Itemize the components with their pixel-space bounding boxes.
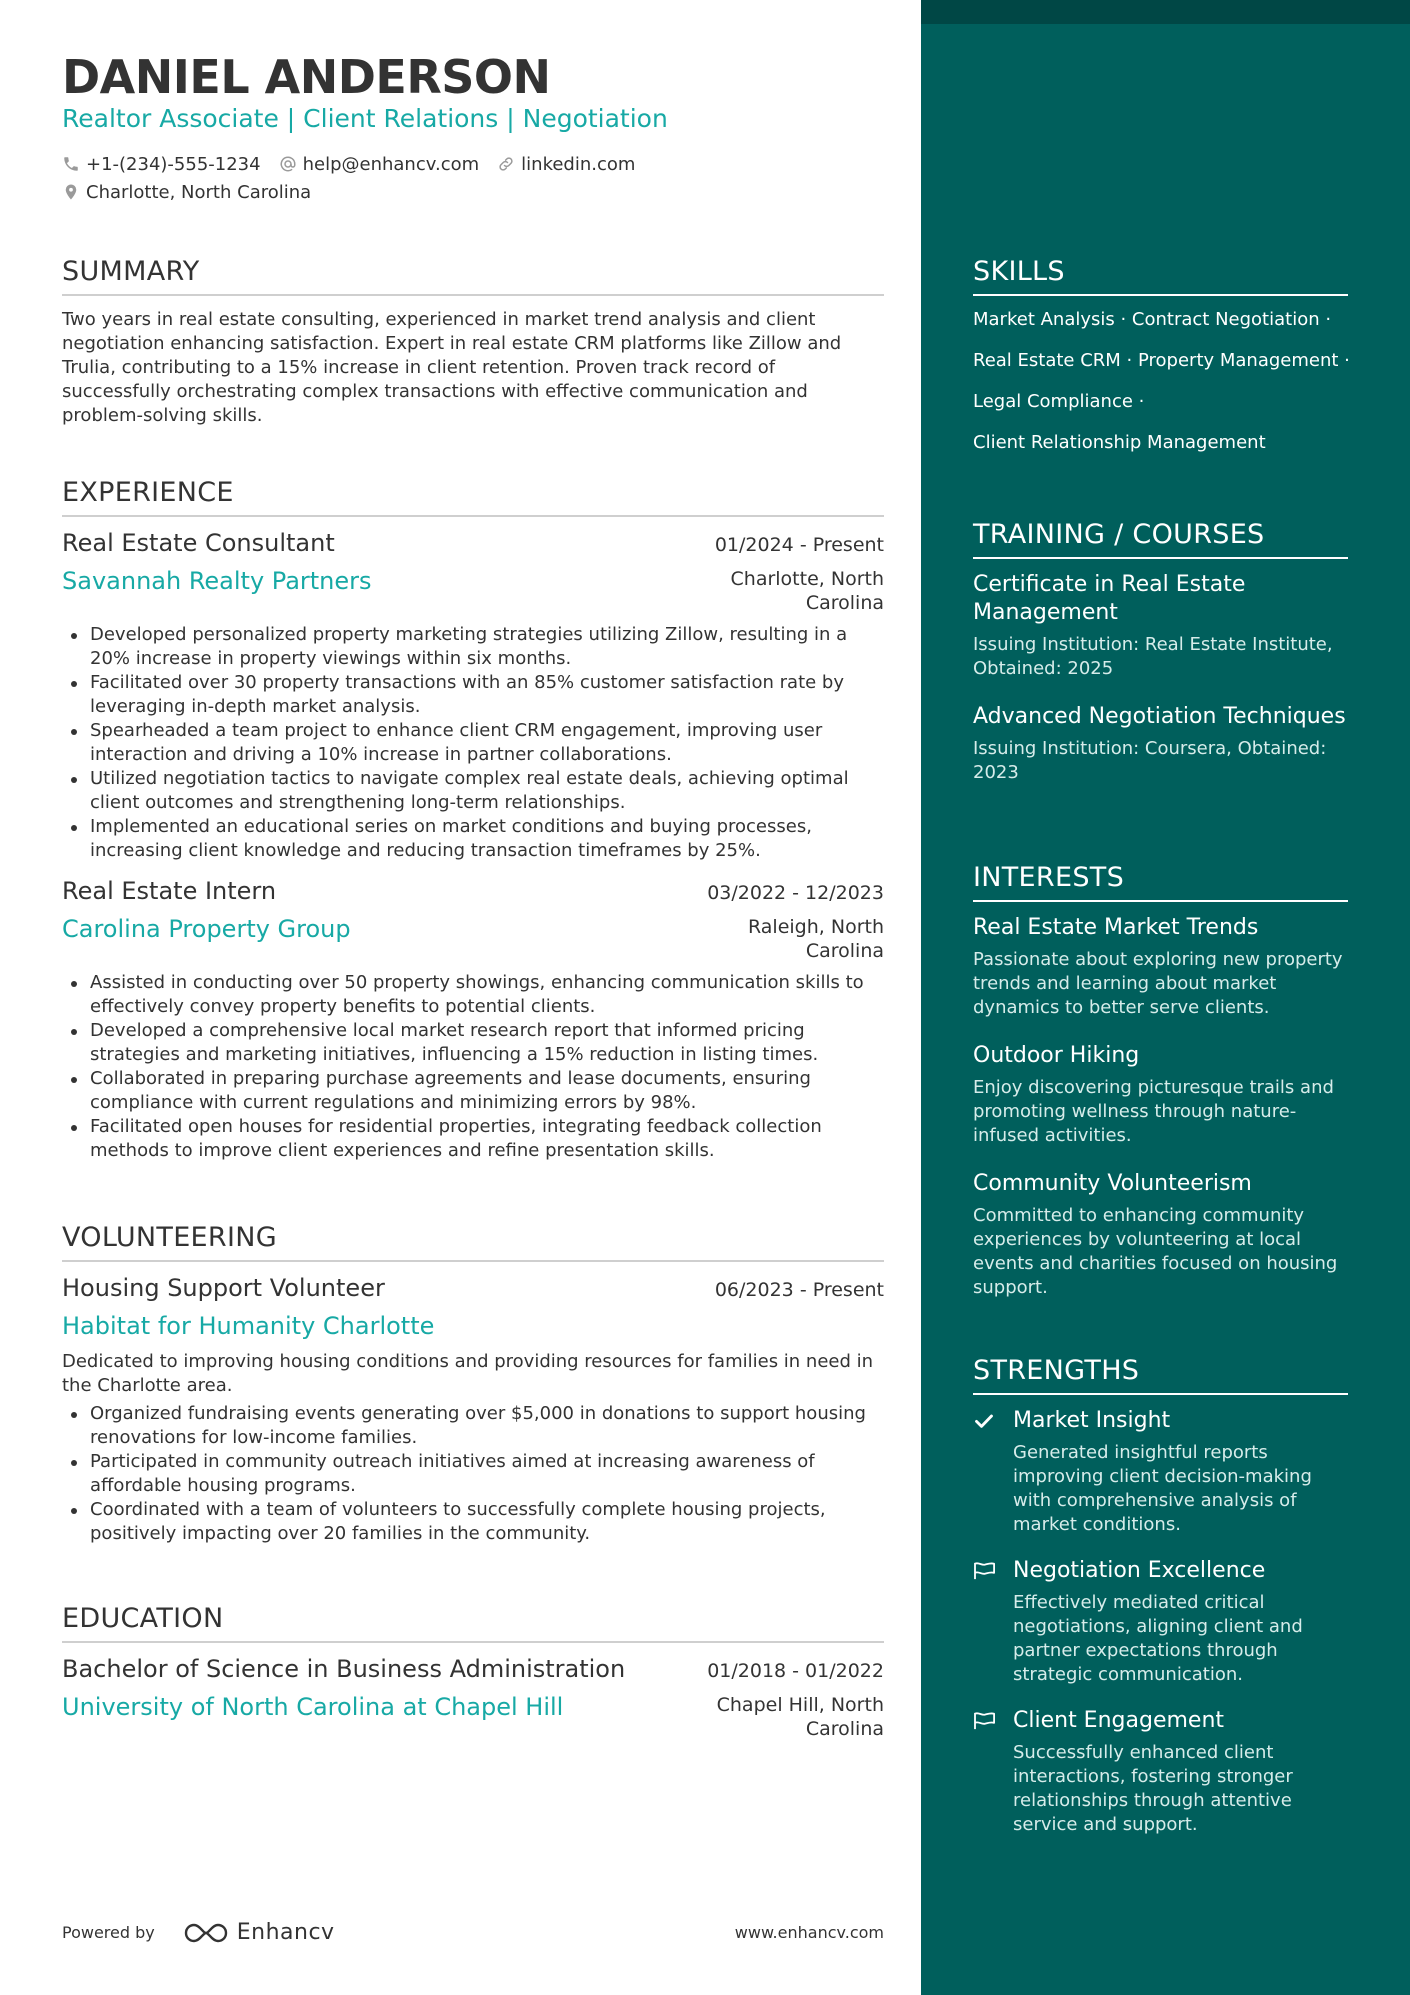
candidate-name: DANIEL ANDERSON — [62, 50, 551, 104]
experience-entry — [62, 877, 884, 1163]
strength-item — [973, 1707, 1348, 1837]
interest-title: Real Estate Market Trends — [973, 915, 1259, 940]
strength-description: Successfully enhanced client interactions, fostering stronger relationships through attentive service and support. — [1013, 1742, 1293, 1835]
achievement-item: Developed a comprehensive local market research report that informed pricing strategies and marketing initiatives, influencing a 15% reduction in listing times. — [62, 1019, 884, 1067]
section-divider — [973, 1393, 1348, 1395]
location-line: Raleigh, North — [748, 916, 884, 938]
volunteer-dates: 06/2023 - Present — [714, 1279, 884, 1301]
strengths-title: STRENGTHS — [973, 1355, 1140, 1386]
training-section — [973, 519, 1348, 807]
headline: Realtor Associate | Client Relations | Negotiation — [62, 104, 668, 133]
location-text: Charlotte, North Carolina — [86, 181, 312, 203]
sidebar — [921, 0, 1410, 1995]
achievement-item: Participated in community outreach initiatives aimed at increasing awareness of affordable housing programs. — [62, 1450, 884, 1498]
strength-description: Effectively mediated critical negotiations, aligning client and partner expectations through strategic communication. — [1013, 1592, 1303, 1685]
course-item — [973, 571, 1348, 681]
course-item — [973, 703, 1348, 785]
section-divider — [62, 515, 884, 517]
interest-description: Enjoy discovering picturesque trails and promoting wellness through nature-infused activities. — [973, 1077, 1334, 1146]
section-divider — [62, 1260, 884, 1262]
job-title: Real Estate Intern — [62, 877, 277, 905]
powered-by-label: Powered by — [62, 1923, 155, 1942]
link-icon — [497, 155, 515, 173]
summary-text: Two years in real estate consulting, experienced in market trend analysis and client negotiation enhancing satisfaction. Expert in real estate CRM platforms like Zillow and Trulia, contributing to a 15% increase in client retention. Proven track record of successfully orchestrating complex transactions with effective communication and problem-solving skills. — [62, 309, 842, 426]
interest-item — [973, 1170, 1348, 1300]
location-line: Charlotte, North — [730, 568, 884, 590]
section-divider — [62, 294, 884, 296]
organization-name: Habitat for Humanity Charlotte — [62, 1312, 435, 1340]
location-line: Carolina — [805, 940, 884, 962]
location-line: Chapel Hill, North — [716, 1694, 884, 1716]
phone-text: +1-(234)-555-1234 — [86, 153, 261, 175]
powered-by — [62, 1920, 335, 1945]
achievement-item: Facilitated over 30 property transactions with an 85% customer satisfaction rate by leveraging in-depth market analysis. — [62, 671, 884, 719]
course-title: Certificate in Real Estate Management — [973, 572, 1246, 625]
linkedin-text: linkedin.com — [521, 153, 636, 175]
job-location — [694, 567, 884, 615]
checkmark-icon — [973, 1411, 995, 1431]
strength-item — [973, 1557, 1348, 1687]
degree-name: Bachelor of Science in Business Administration — [62, 1655, 626, 1683]
education-title: EDUCATION — [62, 1603, 224, 1634]
volunteering-section — [62, 1222, 884, 1560]
achievement-item: Assisted in conducting over 50 property showings, enhancing communication skills to effectively convey property benefits to potential clients. — [62, 971, 884, 1019]
skill-line: Market Analysis · Contract Negotiation · — [973, 309, 1332, 330]
footer — [62, 1920, 884, 1945]
enhancv-logo-icon — [183, 1921, 229, 1945]
interest-description: Committed to enhancing community experiences by volunteering at local events and charities focused on housing support. — [973, 1205, 1338, 1298]
job-title: Real Estate Consultant — [62, 529, 335, 557]
flag-icon — [973, 1711, 997, 1731]
course-title: Advanced Negotiation Techniques — [973, 704, 1346, 729]
location-line: Carolina — [805, 1718, 884, 1740]
company-name: Carolina Property Group — [62, 915, 351, 943]
achievement-item: Collaborated in preparing purchase agreements and lease documents, ensuring compliance with current regulations and minimizing errors by 98%. — [62, 1067, 884, 1115]
email-text: help@enhancv.com — [302, 153, 480, 175]
location-line: Carolina — [805, 592, 884, 614]
job-dates: 03/2022 - 12/2023 — [707, 882, 884, 904]
achievement-item: Organized fundraising events generating over $5,000 in donations to support housing renovations for low-income families. — [62, 1402, 884, 1450]
summary-title: SUMMARY — [62, 256, 200, 287]
achievement-item: Coordinated with a team of volunteers to successfully complete housing projects, positively impacting over 20 families in the community. — [62, 1498, 884, 1546]
section-divider — [62, 1641, 884, 1643]
skills-section — [973, 256, 1348, 472]
achievement-item: Implemented an educational series on market conditions and buying processes, increasing client knowledge and reducing transaction timeframes by 25%. — [62, 815, 884, 863]
skill-line: Legal Compliance · — [973, 391, 1145, 412]
achievement-list — [62, 1402, 884, 1546]
location-pin-icon — [62, 183, 80, 201]
company-name: Savannah Realty Partners — [62, 567, 372, 595]
volunteer-description: Dedicated to improving housing conditions and providing resources for families in need in the Charlotte area. — [62, 1351, 874, 1396]
email-contact[interactable] — [279, 154, 480, 175]
volunteering-entry — [62, 1274, 884, 1546]
skill-line: Client Relationship Management — [973, 432, 1266, 453]
strength-item — [973, 1407, 1348, 1537]
strengths-section — [973, 1355, 1348, 1857]
phone-icon — [62, 155, 80, 173]
course-details: Issuing Institution: Coursera, Obtained: 2023 — [973, 738, 1327, 783]
flag-icon — [973, 1561, 997, 1581]
strength-description: Generated insightful reports improving client decision-making with comprehensive analysis of market conditions. — [1013, 1442, 1312, 1535]
skills-title: SKILLS — [973, 256, 1065, 287]
strength-title: Client Engagement — [1013, 1708, 1225, 1733]
at-icon — [279, 155, 297, 173]
school-location — [694, 1693, 884, 1741]
linkedin-contact[interactable] — [497, 154, 635, 175]
strength-title: Market Insight — [1013, 1408, 1171, 1433]
phone-contact[interactable] — [62, 154, 261, 175]
location-contact — [62, 182, 311, 203]
school-name: University of North Carolina at Chapel Hill — [62, 1693, 564, 1721]
achievement-item: Facilitated open houses for residential properties, integrating feedback collection methods to improve client experiences and refine presentation skills. — [62, 1115, 884, 1163]
achievement-list — [62, 971, 884, 1163]
strength-title: Negotiation Excellence — [1013, 1558, 1266, 1583]
section-divider — [973, 557, 1348, 559]
volunteering-title: VOLUNTEERING — [62, 1222, 277, 1253]
job-location — [694, 915, 884, 963]
achievement-item: Spearheaded a team project to enhance client CRM engagement, improving user interaction and driving a 10% increase in partner collaborations. — [62, 719, 884, 767]
training-title: TRAINING / COURSES — [973, 519, 1265, 550]
interests-title: INTERESTS — [973, 862, 1125, 893]
achievement-list — [62, 623, 884, 863]
interest-item — [973, 914, 1348, 1020]
contact-info — [62, 152, 653, 208]
interests-section — [973, 862, 1348, 1322]
education-dates: 01/2018 - 01/2022 — [707, 1660, 884, 1682]
website-link[interactable]: www.enhancv.com — [734, 1923, 884, 1942]
education-section — [62, 1603, 884, 1755]
experience-section — [62, 477, 884, 1177]
summary-section — [62, 256, 884, 428]
experience-entry — [62, 529, 884, 863]
achievement-item: Utilized negotiation tactics to navigate complex real estate deals, achieving optimal client outcomes and strengthening long-term relationships. — [62, 767, 884, 815]
sidebar-top-band — [921, 0, 1410, 24]
volunteer-role: Housing Support Volunteer — [62, 1274, 385, 1302]
section-divider — [973, 294, 1348, 296]
experience-title: EXPERIENCE — [62, 477, 234, 508]
interest-title: Community Volunteerism — [973, 1171, 1252, 1196]
enhancv-logo[interactable] — [183, 1920, 335, 1945]
skill-line: Real Estate CRM · Property Management · — [973, 350, 1350, 371]
section-divider — [973, 900, 1348, 902]
interest-item — [973, 1042, 1348, 1148]
course-details: Issuing Institution: Real Estate Institute, Obtained: 2025 — [973, 634, 1333, 679]
brand-name: Enhancv — [236, 1920, 335, 1945]
job-dates: 01/2024 - Present — [714, 534, 884, 556]
education-entry — [62, 1655, 884, 1741]
interest-title: Outdoor Hiking — [973, 1043, 1140, 1068]
interest-description: Passionate about exploring new property trends and learning about market dynamics to better serve clients. — [973, 949, 1343, 1018]
achievement-item: Developed personalized property marketing strategies utilizing Zillow, resulting in a 20% increase in property viewings within six months. — [62, 623, 884, 671]
